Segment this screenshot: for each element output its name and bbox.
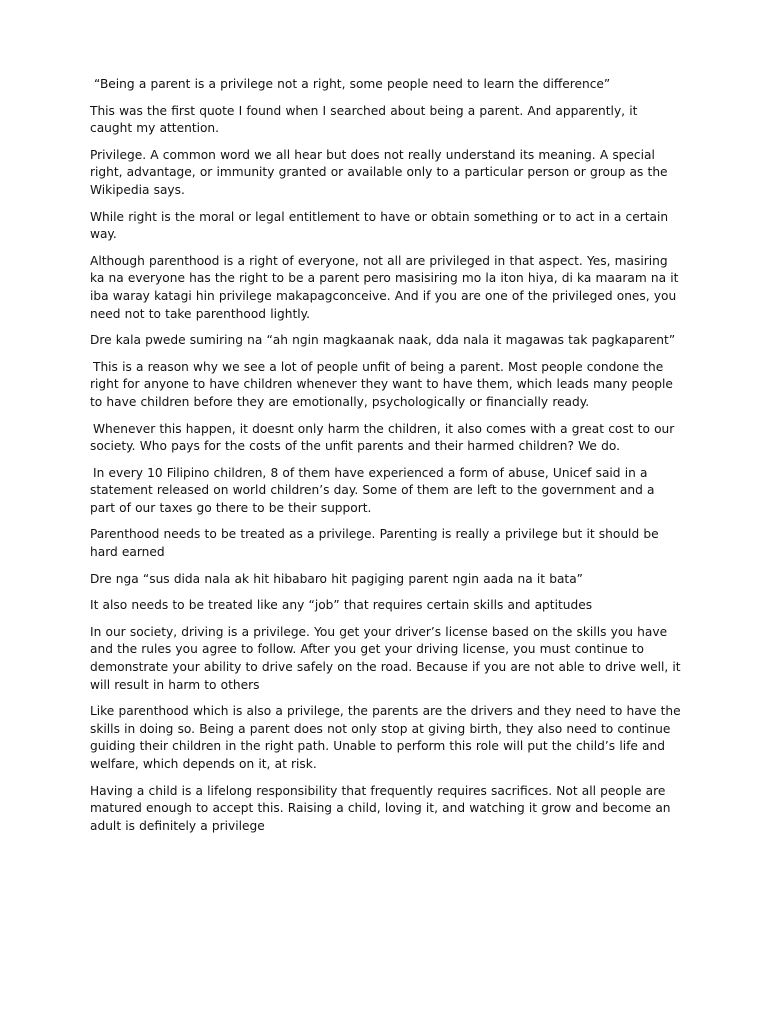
paragraph-dre-kala: Dre kala pwede sumiring na “ah ngin magkaanak naak, dda nala it magawas tak pagkaparent” (90, 333, 676, 348)
paragraph-unicef-statistic: In every 10 Filipino children, 8 of them have experienced a form of abuse, Unicef said in a statement released on world children’s day. Some of them are left to the government and a part of our taxes go there to be their support. (90, 465, 655, 515)
paragraph-cost-to-society: Whenever this happen, it doesnt only harm the children, it also comes with a great cost to our society. Who pays for the costs of the unfit parents and their harmed children? We do. (90, 421, 675, 454)
paragraph-lifelong-responsibility: Having a child is a lifelong responsibility that frequently requires sacrifices. Not all people are matured enough to accept this. Raising a child, loving it, and watching it grow and become an adult is definitely a privilege (90, 783, 671, 833)
paragraph-parents-as-drivers: Like parenthood which is also a privilege, the parents are the drivers and they need to have the skills in doing so. Being a parent does not only stop at giving birth, they also need to continue guiding their children in the right path. Unable to perform this role will put the child’s life and welfare, which depends on it, at risk. (90, 704, 681, 771)
paragraph-privilege-definition: Privilege. A common word we all hear but does not really understand its meaning. A special right, advantage, or immunity granted or available only to a particular person or group as the Wikipedia says. (90, 147, 668, 197)
opening-quote: “Being a parent is a privilege not a right, some people need to learn the difference” (94, 77, 611, 91)
paragraph-first-quote-found: This was the first quote I found when I searched about being a parent. And apparently, it caught my attention. (90, 103, 638, 136)
paragraph-dre-nga: Dre nga “sus dida nala ak hit hibabaro hit pagiging parent ngin aada na it bata” (90, 571, 583, 586)
paragraph-job-skills: It also needs to be treated like any “job” that requires certain skills and aptitudes (90, 598, 593, 613)
paragraph-parenthood-right: Although parenthood is a right of everyone, not all are privileged in that aspect. Yes, masiring ka na everyone has the right to be a parent pero masisiring mo la iton hiya, di ka maaram na it iba waray katagi hin privilege makapagconceive. And if you are one of the privileged ones, you need not to take parenthood lightly. (90, 253, 679, 321)
paragraph-driving-privilege: In our society, driving is a privilege. You get your driver’s license based on the skills you have and the rules you agree to follow. After you get your driving license, you must continue to demonstrate your ability to drive safely on the road. Because if you are not able to drive well, it will result in harm to others (90, 624, 681, 692)
paragraph-right-definition: While right is the moral or legal entitlement to have or obtain something or to act in a certain way. (90, 209, 669, 242)
paragraph-unfit-parents: This is a reason why we see a lot of people unfit of being a parent. Most people condone the right for anyone to have children whenever they want to have them, which leads many people to have children before they are emotionally, psychologically or financially ready. (90, 359, 673, 409)
paragraph-hard-earned: Parenthood needs to be treated as a privilege. Parenting is really a privilege but it should be hard earned (90, 527, 659, 560)
